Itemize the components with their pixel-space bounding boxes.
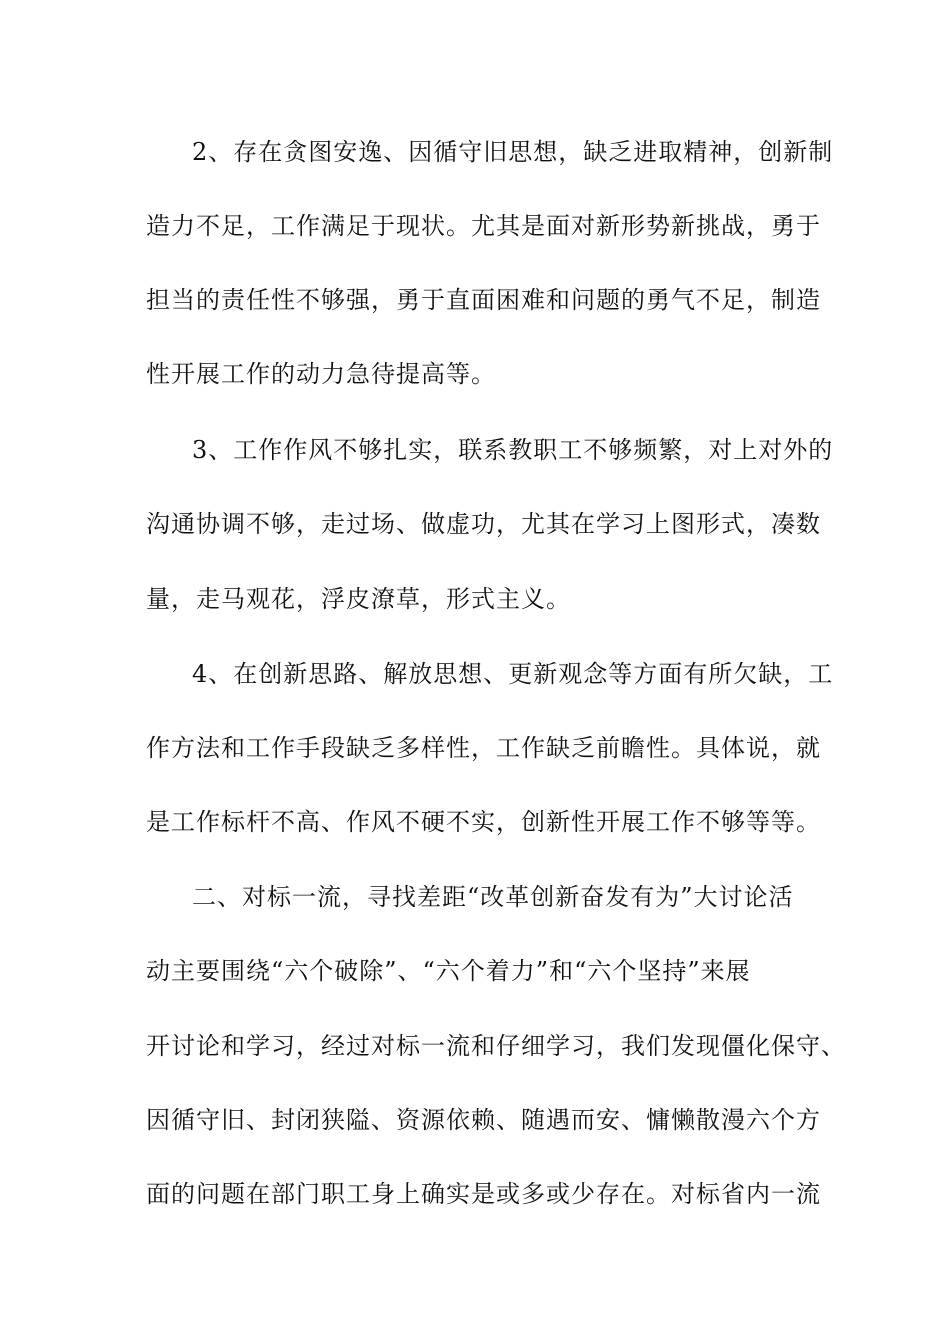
paragraph-2-line-1: 2、存在贪图安逸、因循守旧思想，缺乏进取精神，创新制 bbox=[192, 138, 834, 166]
paragraph-2-line-2: 造力不足，工作满足于现状。尤其是面对新形势新挑战，勇于 bbox=[146, 212, 821, 240]
paragraph-2-line-3: 担当的责任性不够强，勇于直面困难和问题的勇气不足，制造 bbox=[146, 286, 821, 314]
paragraph-3-line-3: 量，走马观花，浮皮潦草，形式主义。 bbox=[146, 585, 571, 613]
section-2-line-3: 开讨论和学习，经过对标一流和仔细学习，我们发现僵化保守、 bbox=[146, 1032, 846, 1060]
paragraph-4-line-1: 4、在创新思路、解放思想、更新观念等方面有所欠缺，工 bbox=[192, 660, 834, 688]
paragraph-2-line-4: 性开展工作的动力急待提高等。 bbox=[146, 360, 496, 388]
paragraph-4-line-2: 作方法和工作手段缺乏多样性，工作缺乏前瞻性。具体说，就 bbox=[146, 734, 821, 762]
section-2-line-1: 二、对标一流，寻找差距“改革创新奋发有为”大讨论活 bbox=[192, 883, 794, 911]
paragraph-3-line-1: 3、工作作风不够扎实，联系教职工不够频繁，对上对外的 bbox=[192, 436, 834, 464]
paragraph-4-line-3: 是工作标杆不高、作风不硬不实，创新性开展工作不够等等。 bbox=[146, 808, 821, 836]
paragraph-3-line-2: 沟通协调不够，走过场、做虚功，尤其在学习上图形式，凑数 bbox=[146, 510, 821, 538]
section-2-line-2: 动主要围绕“六个破除”、“六个着力”和“六个坚持”来展 bbox=[146, 957, 751, 985]
section-2-line-5: 面的问题在部门职工身上确实是或多或少存在。对标省内一流 bbox=[146, 1180, 821, 1208]
section-2-line-4: 因循守旧、封闭狭隘、资源依赖、随遇而安、慵懒散漫六个方 bbox=[146, 1106, 821, 1134]
